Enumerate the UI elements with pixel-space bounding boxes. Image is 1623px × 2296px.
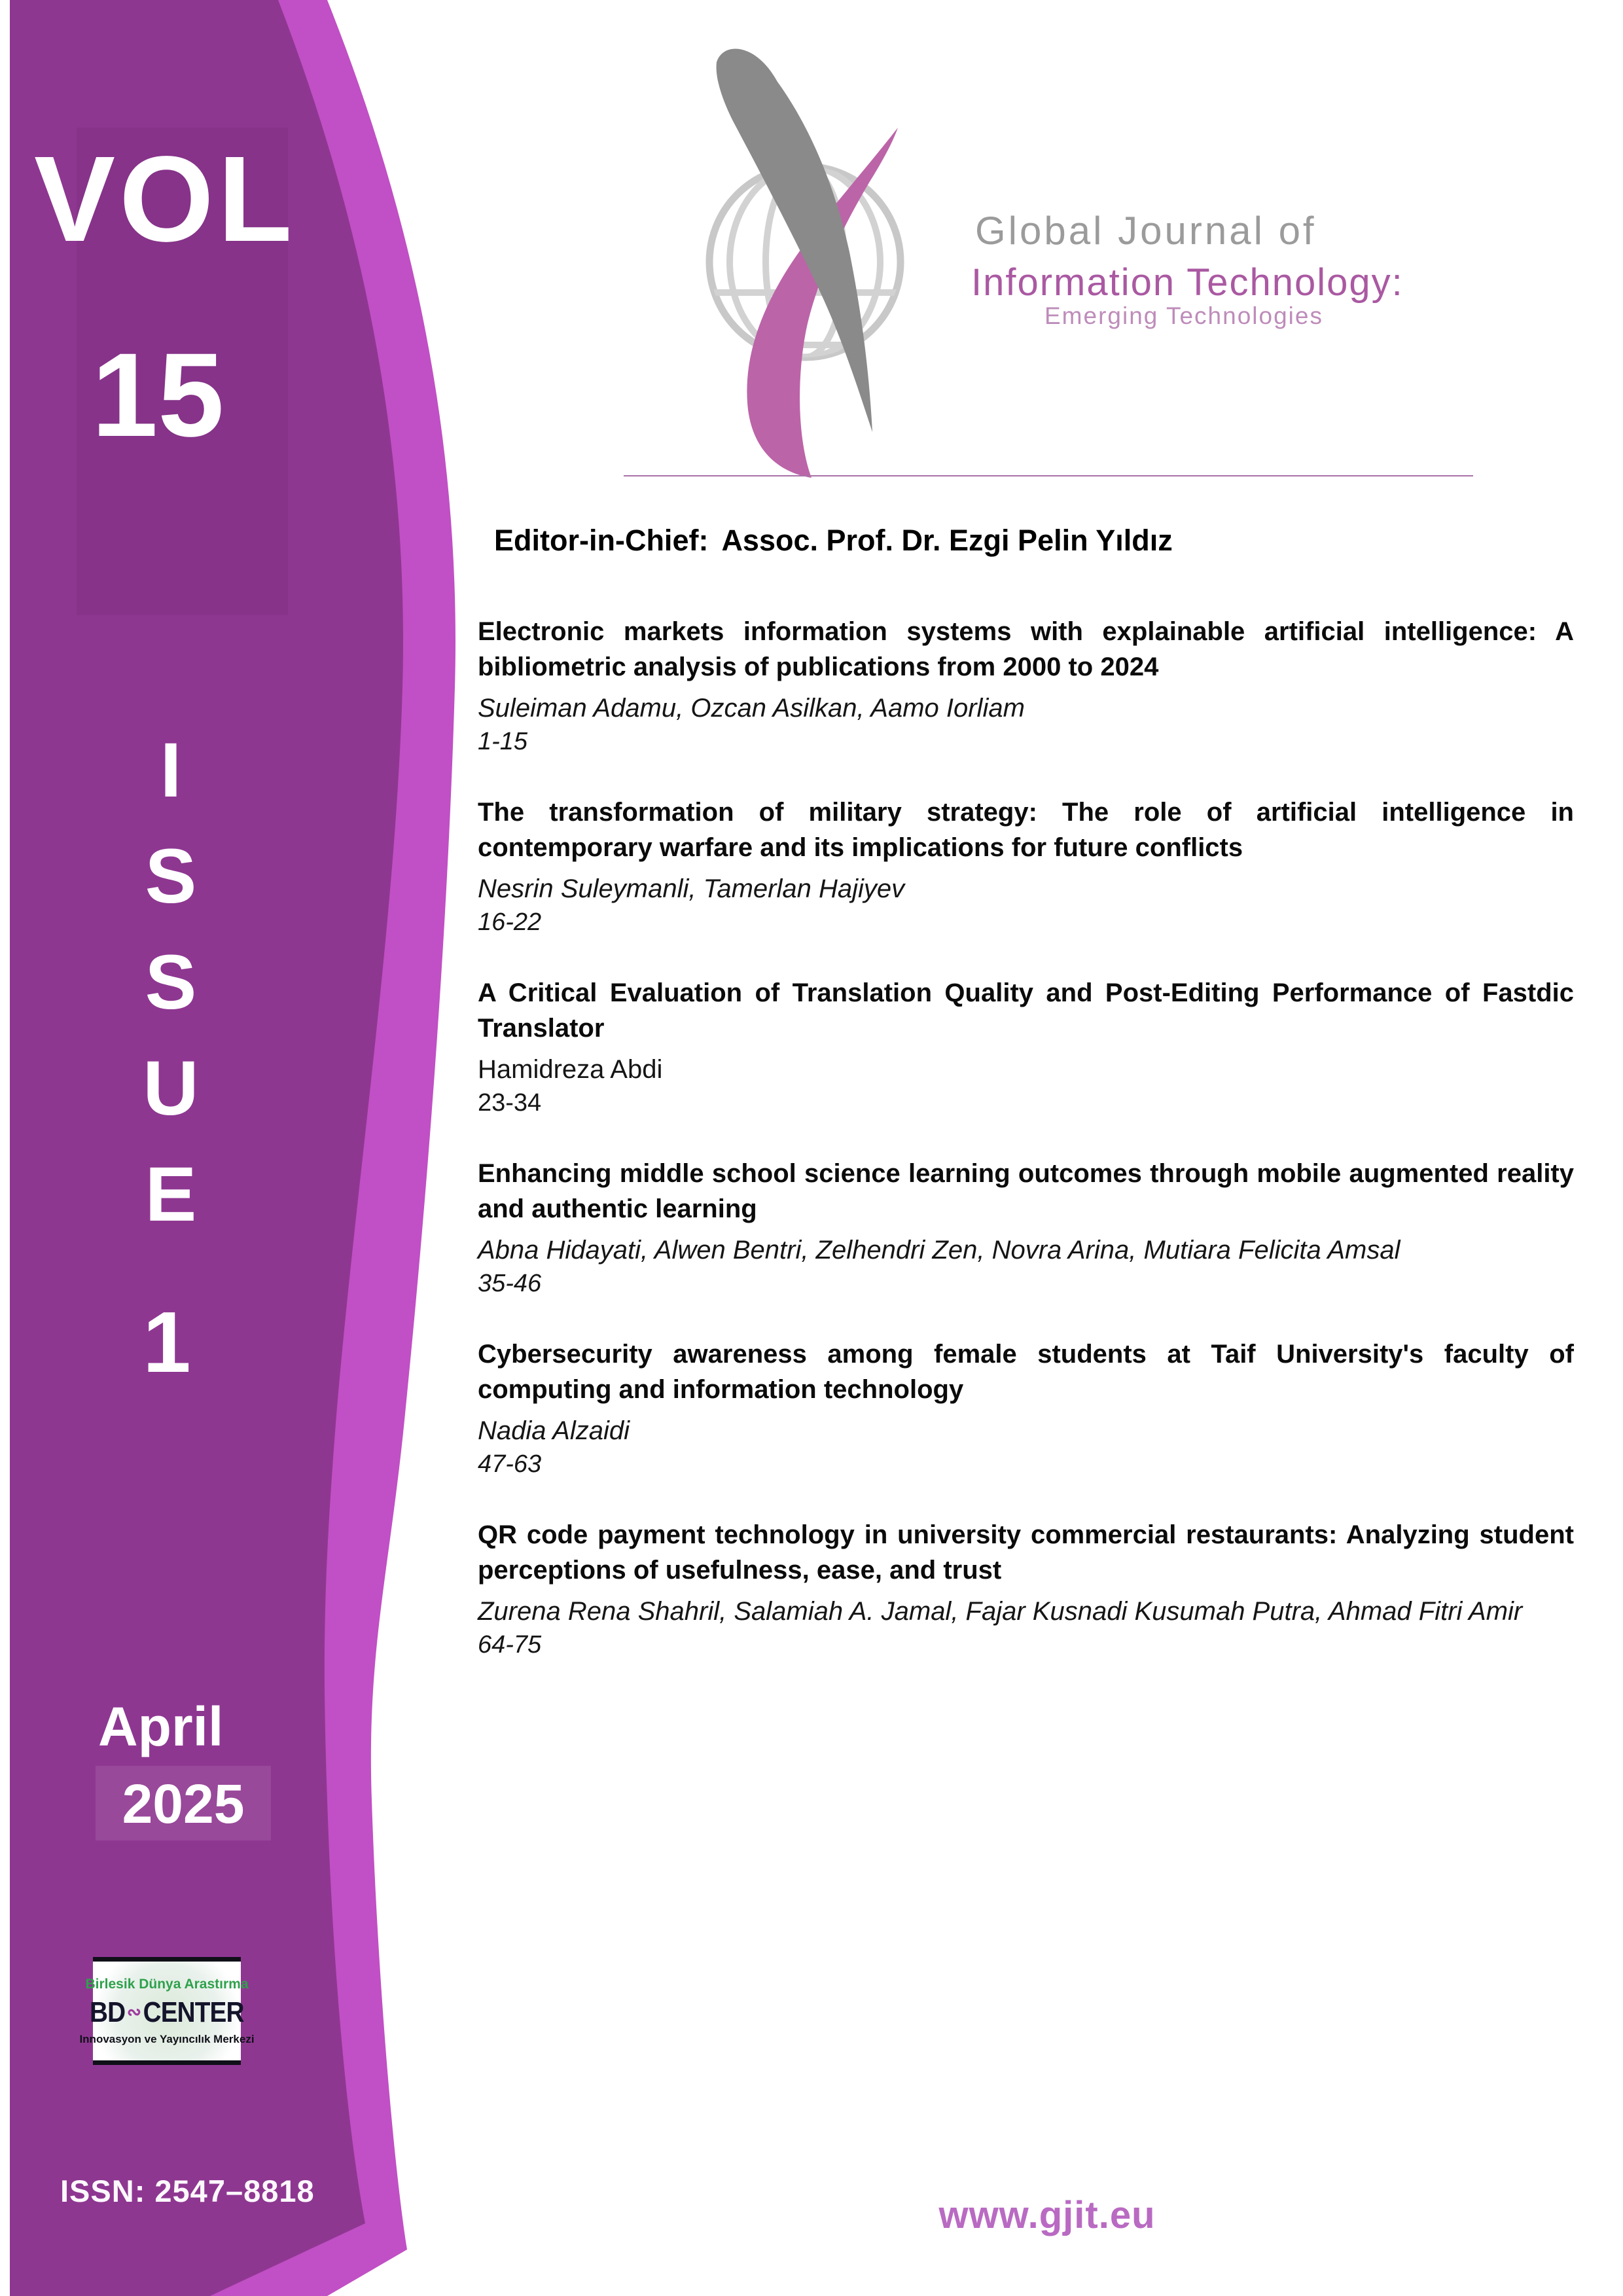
article-authors: Nesrin Suleymanli, Tamerlan Hajiyev	[478, 874, 905, 903]
cover-year: 2025	[122, 1773, 245, 1835]
cover-month: April	[98, 1696, 224, 1757]
journal-name-line1: Global Journal of	[975, 209, 1317, 253]
issn-text: ISSN: 2547–8818	[60, 2174, 315, 2208]
article-title: Electronic markets information systems with explainable artificial intelligence: A bibliometric analysis of publications from 2000 to 2024	[478, 617, 1574, 681]
journal-name-line3: Emerging Technologies	[1044, 302, 1323, 329]
article-authors: Suleiman Adamu, Ozcan Asilkan, Aamo Iorliam	[478, 694, 1025, 723]
volume-label: VOL	[34, 132, 296, 267]
journal-website-link[interactable]: www.gjit.eu	[938, 2194, 1156, 2236]
article-title: Cybersecurity awareness among female students at Taif University's faculty of computing and information technology	[478, 1340, 1574, 1404]
editor-name: Assoc. Prof. Dr. Ezgi Pelin Yıldız	[721, 524, 1173, 557]
article-authors: Abna Hidayati, Alwen Bentri, Zelhendri Zen, Novra Arina, Mutiara Felicita Amsal	[478, 1236, 1400, 1265]
issue-letter: U	[143, 1045, 199, 1132]
issue-letter: E	[145, 1151, 197, 1238]
article-page-range: 1-15	[478, 728, 528, 755]
article-page-range: 47-63	[478, 1450, 542, 1478]
publisher-bd-text: BD	[90, 1996, 126, 2028]
article-entry	[478, 1517, 1574, 1661]
issue-number: 1	[143, 1294, 191, 1390]
article-authors: Zurena Rena Shahril, Salamiah A. Jamal, Fajar Kusnadi Kusumah Putra, Ahmad Fitri Amir	[478, 1597, 1523, 1626]
article-title: A Critical Evaluation of Translation Quality and Post-Editing Performance of Fastdic Translator	[478, 978, 1574, 1043]
article-page-range: 35-46	[478, 1270, 542, 1297]
journal-logo-icon	[668, 36, 982, 488]
journal-name-line2: Information Technology:	[971, 261, 1404, 304]
issue-label-vertical	[128, 727, 214, 1262]
article-entry	[478, 614, 1574, 758]
article-title: The transformation of military strategy: The role of artificial intelligence in contemporary warfare and its implications for future conflicts	[478, 798, 1574, 862]
publisher-badge-top-line: Birlesik Dünya Arastırma	[85, 1976, 249, 1992]
article-authors: Nadia Alzaidi	[478, 1416, 630, 1445]
article-page-range: 16-22	[478, 908, 542, 936]
header-divider-line	[624, 475, 1473, 476]
article-entry	[478, 1156, 1574, 1300]
article-page-range: 64-75	[478, 1631, 542, 1659]
publisher-badge	[79, 1957, 255, 2065]
article-entry	[478, 1336, 1574, 1480]
editor-in-chief-line	[494, 524, 1607, 558]
article-page-range: 23-34	[478, 1089, 542, 1117]
article-entry	[478, 975, 1574, 1119]
publisher-badge-bottom-line: Innovasyon ve Yayıncılık Merkezi	[79, 2032, 255, 2045]
article-list	[478, 614, 1574, 1698]
article-title: QR code payment technology in university commercial restaurants: Analyzing student perceptions of usefulness, ease, and trust	[478, 1520, 1574, 1585]
issue-letter: I	[160, 727, 182, 814]
publisher-badge-name	[90, 1996, 243, 2029]
article-entry	[478, 795, 1574, 939]
publisher-center-text: CENTER	[143, 1996, 244, 2028]
article-title: Enhancing middle school science learning outcomes through mobile augmented reality and authentic learning	[478, 1159, 1574, 1223]
volume-number: 15	[92, 328, 224, 461]
publisher-link-icon: ∾	[127, 2001, 142, 2023]
issue-letter: S	[145, 833, 197, 920]
issue-letter: S	[145, 939, 197, 1026]
editor-label: Editor-in-Chief:	[494, 524, 709, 557]
article-authors: Hamidreza Abdi	[478, 1055, 663, 1084]
